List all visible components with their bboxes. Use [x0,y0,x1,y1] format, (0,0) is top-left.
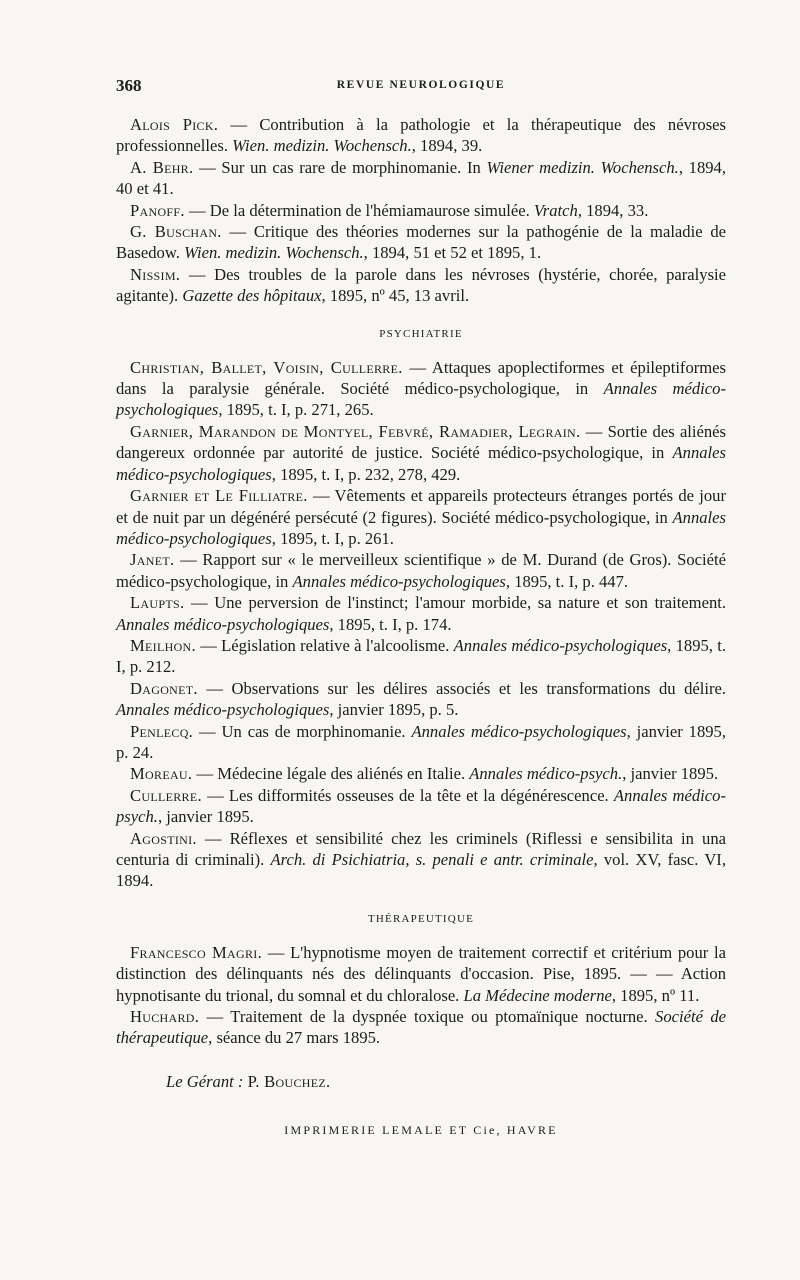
entry-author: Moreau. [130,764,193,784]
section-title-psychiatrie: PSYCHIATRIE [379,327,463,340]
entry-text: — Observations sur les délires associés et les transformations du délire. [197,678,726,698]
entry-source: Société de thérapeutique [116,1007,726,1048]
page-body [116,114,726,1142]
entry-text: — Contribution à la pathologie et la thérapeutique des névroses professionnelles. [116,115,726,156]
entry-text: — Rapport sur « le merveilleux scientifique » de M. Durand (de Gros). Société médico-psychologique, in [116,550,726,591]
entry-source: Annales médico-psychologiques [453,635,668,655]
entry-source: Annales médico-psych. [116,785,726,827]
bibliography-entry [116,357,726,421]
signature-label: Le Gérant : [166,1071,244,1091]
entries-top [116,114,726,307]
entry-tail: , 1895, t. I, p. 174. [329,614,452,634]
entry-tail: , 1895, nº 11. [611,985,700,1005]
entry-author: Huchard. [130,1007,200,1027]
entry-text: — Sortie des aliénés dangereux ordonnée par autorité de justice. Société médico-psychologique, in [116,421,727,463]
entry-source: Annales médico-psychologiques [116,507,726,548]
entry-text: — Des troubles de la parole dans les névroses (hystérie, chorée, paralysie agitante). [116,264,726,306]
entry-tail: , 1895, nº 45, 13 avril. [321,286,470,306]
bibliography-entry [116,200,726,221]
entry-tail: , 1894, 33. [577,200,649,220]
entry-text: — De la détermination de l'hémiamaurose simulée. [184,200,534,220]
entry-author: Nissim. [130,264,181,284]
entry-text: — Attaques apoplectiformes et épileptiformes dans la paralysie générale. Société médico-psychologique, in [116,357,727,399]
entry-author: Meilhon. [130,635,196,655]
entries-psychiatrie [116,357,726,892]
entry-author: Laupts. [130,593,185,613]
entry-source: Wien. medizin. Wochensch. [232,136,412,156]
entry-author: G. Buschan. [130,222,222,242]
entry-text: — Réflexes et sensibilité chez les criminels (Riflessi e sensibilita in una centuria di criminali). [116,828,726,869]
entry-author: Penlecq. [130,721,194,741]
entry-author: Francesco Magri. [130,942,263,962]
entry-tail: , janvier 1895. [622,764,719,784]
entry-text: — Un cas de morphinomanie. [193,721,412,741]
entry-source: Wiener medizin. Wochensch. [486,157,679,177]
bibliography-entry [116,157,726,200]
entry-source: Annales médico-psychologiques [411,721,627,741]
entry-tail: , 1894, 51 et 52 et 1895, 1. [363,243,542,263]
entry-source: La Médecine moderne [463,985,612,1005]
entry-source: Annales médico-psychologiques [292,571,506,591]
bibliography-entry [116,114,726,157]
entry-text: — Vêtements et appareils protecteurs étranges portés de jour et de nuit par un dégénéré persécuté (2 figures). Société médico-psychologique, in [116,486,727,527]
signature-name: P. Bouchez. [247,1071,331,1091]
entry-text: — Sur un cas rare de morphinomanie. In [193,157,487,177]
bibliography-entry [116,785,726,828]
entry-author: Garnier et Le Filliatre. [130,486,308,506]
running-title: REVUE NEUROLOGIQUE [336,79,506,91]
page-header [116,76,726,98]
entry-tail: , 1894, 40 et 41. [116,157,726,199]
entry-author: Cullerre. [130,785,202,805]
entry-source: Annales médico-psych. [469,764,623,784]
entry-author: Panoff. [130,200,185,220]
entry-author: Christian, Ballet, Voisin, Cullerre. [130,357,403,377]
entry-text: — Une perversion de l'instinct; l'amour morbide, sa nature et son traitement. [184,593,726,613]
entry-author: A. Behr. [130,157,194,177]
entry-author: Janet. [130,550,175,570]
entry-source: Annales médico-psychologiques [116,443,726,484]
bibliography-entry [116,221,726,264]
signature [116,1071,726,1092]
entry-author: Garnier, Marandon de Montyel, Febvré, Ramadier, Legrain. [130,421,581,441]
entry-source: Gazette des hôpitaux [182,286,322,306]
entry-tail: , janvier 1895, p. 24. [116,721,726,762]
bibliography-entry [116,485,726,549]
entry-text: — Traitement de la dyspnée toxique ou ptomaïnique nocturne. [199,1007,656,1027]
entry-source: Arch. di Psichiatria, s. penali e antr. criminale [270,850,594,869]
section-title-therapeutique: THÉRAPEUTIQUE [367,912,475,925]
entry-author: Alois Pick. [130,115,219,134]
entry-tail: , 1895, t. I, p. 261. [271,528,394,548]
entry-text: — L'hypnotisme moyen de traitement correctif et critérium pour la distinction des délinquants nés des délinquants d'occasion. Pise, 1895. — — Action hypnotisante du trional, du somnal et du chloralose. [116,942,726,1005]
entry-tail: , séance du 27 mars 1895. [208,1028,381,1048]
entry-author: Agostini. [130,828,197,848]
entry-source: Wien. medizin. Wochensch. [184,243,364,263]
bibliography-entry [116,592,726,635]
entry-source: Vratch [533,200,578,220]
bibliography-entry [116,635,726,678]
entry-text: — Critique des théories modernes sur la pathogénie de la maladie de Basedow. [116,222,727,263]
entry-tail: , 1895, t. I, p. 212. [116,635,726,677]
entry-tail: , 1895, t. I, p. 271, 265. [218,400,374,420]
entry-tail: , janvier 1895. [157,807,254,827]
imprint: IMPRIMERIE LEMALE ET Cie, HAVRE [284,1123,558,1138]
entry-tail: , 1895, t. I, p. 232, 278, 429. [271,464,461,484]
bibliography-entry [116,942,726,1006]
entry-text: — Législation relative à l'alcoolisme. [195,635,454,655]
page-number: 368 [116,76,142,95]
bibliography-entry [116,1006,726,1049]
entry-source: Annales médico-psychologiques [116,379,726,420]
entry-tail: , 1894, 39. [411,136,483,156]
bibliography-entry [116,549,726,592]
entry-source: Annales médico-psychologiques [116,700,330,720]
bibliography-entry [116,264,726,307]
entry-tail: , vol. XV, fasc. VI, 1894. [116,850,726,891]
entry-author: Dagonet. [130,678,198,698]
bibliography-entry [116,721,726,764]
bibliography-entry [116,763,726,784]
entry-text: — Médecine légale des aliénés en Italie. [192,764,470,784]
entries-therapeutique [116,942,726,1049]
bibliography-entry [116,421,726,485]
entry-text: — Les difformités osseuses de la tête et la dégénérescence. [201,785,614,805]
entry-tail: , janvier 1895, p. 5. [329,700,459,720]
bibliography-entry [116,828,726,892]
bibliography-entry [116,678,726,721]
entry-source: Annales médico-psychologiques [116,614,330,634]
entry-tail: , 1895, t. I, p. 447. [505,571,629,591]
